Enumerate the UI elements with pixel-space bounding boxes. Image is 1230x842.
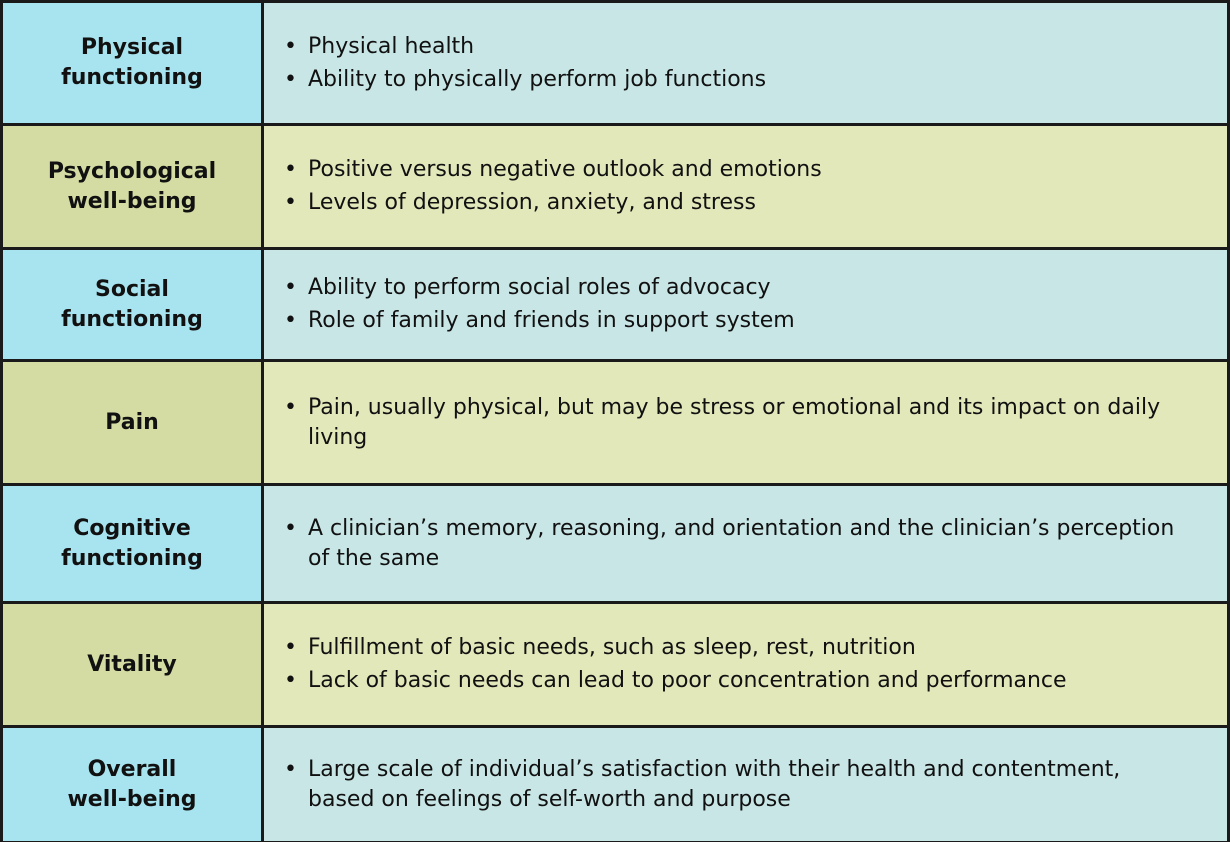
row-label-text: Social functioning [61,276,203,332]
row-label-text: Psychological well-being [47,158,217,214]
row-content-cognitive-functioning [264,486,1227,601]
row-label-cognitive-functioning [3,486,261,601]
bullet-list [284,752,1187,818]
row-label-pain [3,362,261,483]
row-content-overall-well-being [264,728,1227,841]
row-content-vitality [264,604,1227,725]
row-content-physical-functioning [264,3,1227,123]
bullet-item: • Lack of basic needs can lead to poor concentration and performance [284,666,1067,696]
row-label-social-functioning [3,250,261,359]
bullet-item: • A clinician’s memory, reasoning, and orientation and the clinician’s perception of the same [284,514,1187,574]
bullet-item: • Large scale of individual’s satisfaction with their health and contentment, based on feelings of self-worth and purpose [284,755,1187,815]
row-label-text: Overall well-being [67,756,197,812]
bullet-list [284,29,766,98]
row-label-vitality [3,604,261,725]
bullet-list [284,630,1067,699]
bullet-item: • Ability to perform social roles of advocacy [284,273,795,303]
bullet-item: • Role of family and friends in support system [284,306,795,336]
bullet-list [284,270,795,339]
row-label-text: Vitality [87,651,177,677]
row-label-psychological-well-being [3,126,261,247]
row-label-text: Cognitive functioning [61,515,203,571]
bullet-item: • Pain, usually physical, but may be stress or emotional and its impact on daily living [284,393,1187,453]
row-label-text: Physical functioning [61,35,203,90]
bullet-item: • Levels of depression, anxiety, and stress [284,188,822,218]
row-label-physical-functioning [3,3,261,123]
row-label-overall-well-being [3,728,261,841]
row-label-text: Pain [105,409,159,435]
bullet-item: • Ability to physically perform job functions [284,65,766,95]
bullet-item: • Fulfillment of basic needs, such as sleep, rest, nutrition [284,633,1067,663]
bullet-item: • Physical health [284,32,766,62]
row-content-psychological-well-being [264,126,1227,247]
bullet-list [284,152,822,221]
bullet-list [284,511,1187,577]
row-content-social-functioning [264,250,1227,359]
bullet-item: • Positive versus negative outlook and emotions [284,155,822,185]
row-content-pain [264,362,1227,483]
bullet-list [284,390,1187,456]
